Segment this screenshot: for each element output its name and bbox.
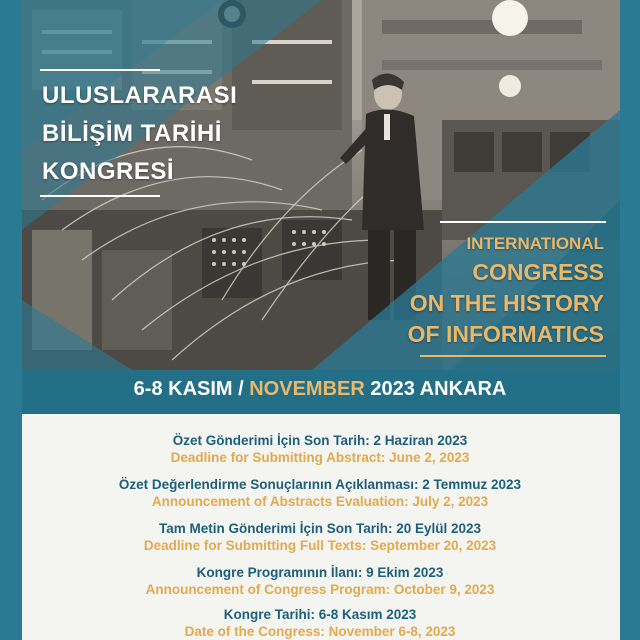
deadline-item bbox=[0, 564, 640, 598]
title-en-rule-bottom bbox=[420, 355, 606, 357]
date-part-tr: 6-8 KASIM / bbox=[133, 378, 250, 400]
deadline-en: Date of the Congress: November 6-8, 2023 bbox=[184, 624, 456, 639]
deadline-tr: Tam Metin Gönderimi İçin Son Tarih: 20 Eylül 2023 bbox=[158, 521, 482, 536]
deadline-en: Deadline for Submitting Abstract: June 2, 2023 bbox=[170, 450, 470, 465]
deadline-en: Announcement of Abstracts Evaluation: July 2, 2023 bbox=[151, 494, 489, 509]
title-en-line-3: ON THE HISTORY bbox=[409, 290, 604, 316]
title-rule-bottom bbox=[40, 195, 160, 197]
deadline-tr: Özet Gönderimi İçin Son Tarih: 2 Haziran 2023 bbox=[172, 433, 468, 448]
title-en-line-1: INTERNATIONAL bbox=[466, 234, 604, 253]
title-en-line-2: CONGRESS bbox=[472, 259, 604, 285]
title-en-rule-top bbox=[440, 221, 606, 223]
deadline-en: Deadline for Submitting Full Texts: September 20, 2023 bbox=[143, 538, 497, 553]
deadline-tr: Kongre Programının İlanı: 9 Ekim 2023 bbox=[196, 565, 444, 580]
deadline-item bbox=[0, 432, 640, 466]
title-rule-top bbox=[40, 69, 160, 71]
date-part-city: 2023 ANKARA bbox=[364, 378, 507, 400]
deadline-tr: Özet Değerlendirme Sonuçlarının Açıklanması: 2 Temmuz 2023 bbox=[118, 477, 522, 492]
deadline-item bbox=[0, 520, 640, 554]
title-tr-line-2: BİLİŞİM TARİHİ bbox=[42, 120, 222, 147]
deadline-item bbox=[0, 476, 640, 510]
title-tr-line-3: KONGRESİ bbox=[42, 158, 175, 185]
deadline-tr: Kongre Tarihi: 6-8 Kasım 2023 bbox=[223, 607, 417, 622]
congress-date-line bbox=[0, 378, 640, 401]
deadline-en: Announcement of Congress Program: October 9, 2023 bbox=[145, 582, 495, 597]
title-en-line-4: OF INFORMATICS bbox=[407, 321, 604, 347]
date-part-en: NOVEMBER bbox=[249, 378, 365, 400]
title-tr-line-1: ULUSLARARASI bbox=[42, 82, 238, 109]
deadline-item bbox=[0, 606, 640, 640]
